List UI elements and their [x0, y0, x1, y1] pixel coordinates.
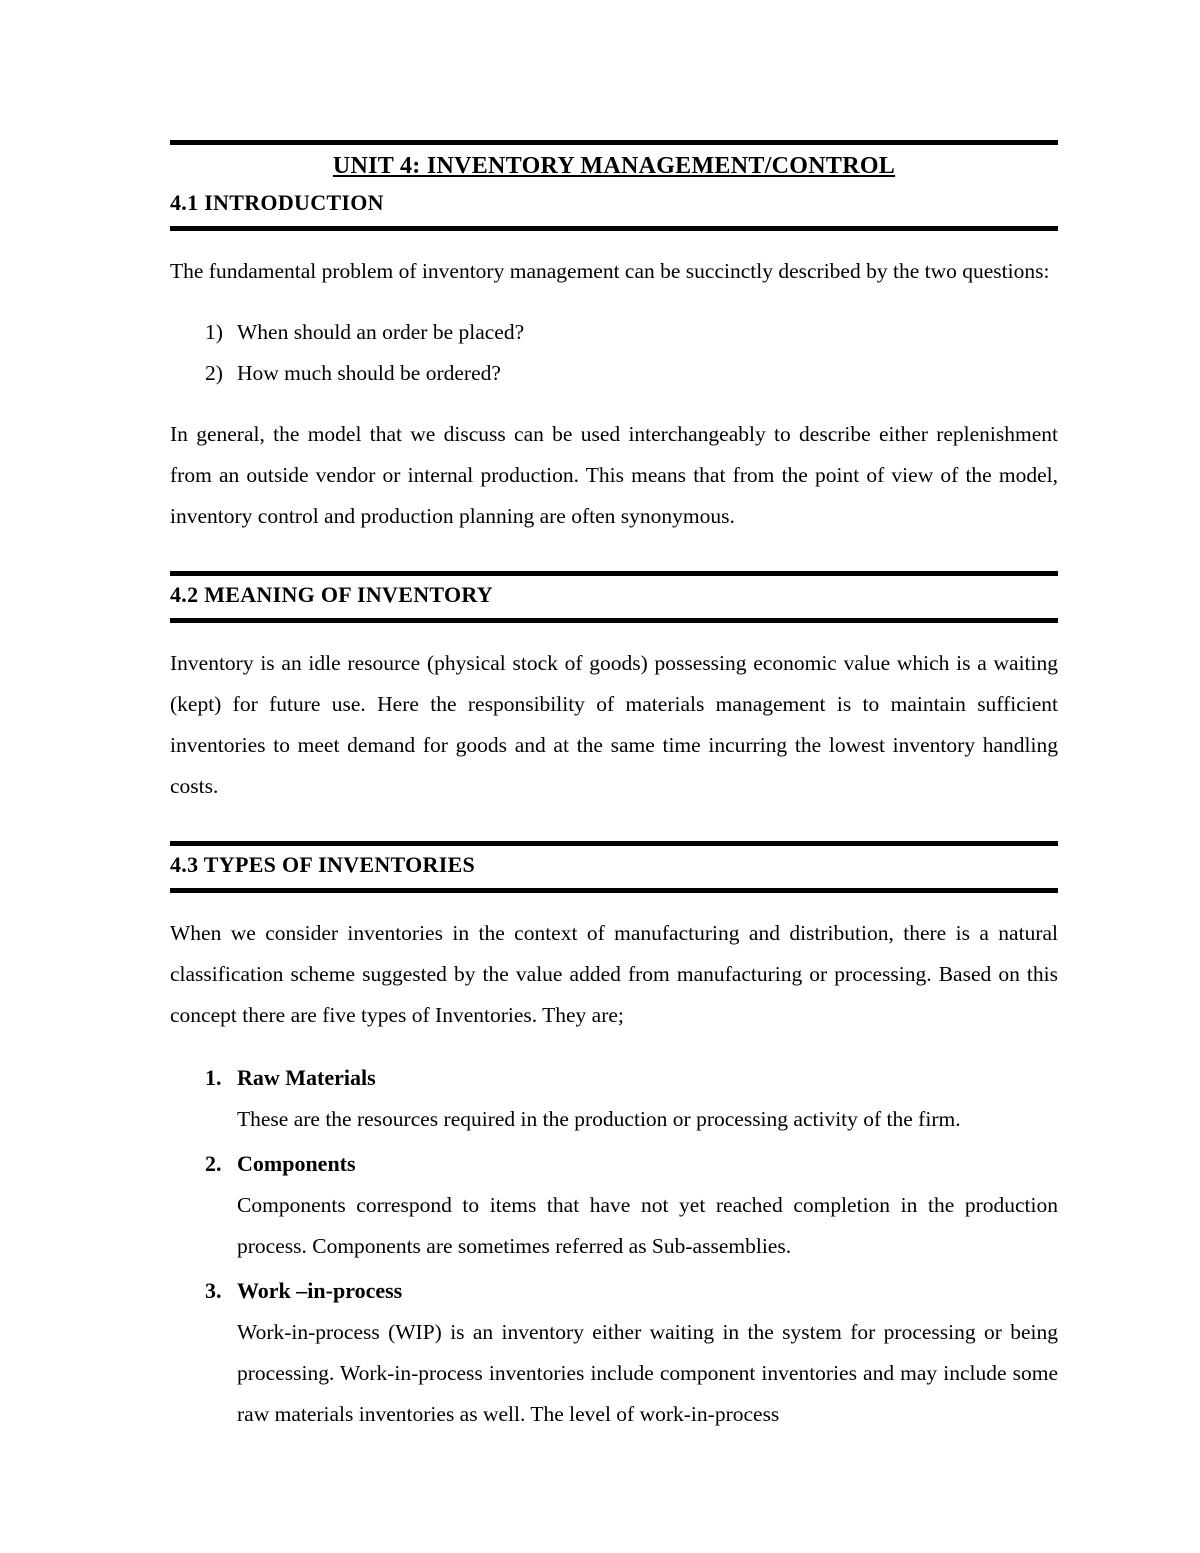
list-item	[205, 353, 1058, 394]
inventory-type-description: Components correspond to items that have not yet reached completion in the production process. Components are sometimes referred as Sub-assemblies.	[237, 1193, 1058, 1258]
inventory-type-description: These are the resources required in the production or processing activity of the firm.	[237, 1107, 961, 1131]
document-title: UNIT 4: INVENTORY MANAGEMENT/CONTROL	[332, 153, 896, 179]
spacer	[170, 557, 1058, 571]
section-41-heading-rule	[170, 226, 1058, 231]
section-42-heading: 4.2 MEANING OF INVENTORY	[170, 582, 493, 607]
list-item	[205, 312, 1058, 353]
list-item-content	[237, 1142, 1058, 1269]
list-item-number: 2)	[205, 361, 223, 385]
questions-list	[205, 312, 1058, 394]
section-42-heading-block	[170, 582, 1058, 618]
section-43-paragraph-1: When we consider inventories in the context of manufacturing and distribution, there is a natural classification scheme suggested by the value added from manufacturing or processing. Based on this concept there are five types of Inventories. They are;	[170, 921, 1058, 1027]
list-item	[205, 1269, 1058, 1437]
section-43-top-rule	[170, 841, 1058, 846]
section-41-heading: 4.1 INTRODUCTION	[170, 190, 384, 215]
section-43-heading: 4.3 TYPES OF INVENTORIES	[170, 852, 476, 877]
list-item-number: 3.	[205, 1278, 222, 1303]
section-43-heading-rule	[170, 888, 1058, 893]
inventory-type-title: Work –in-process	[237, 1278, 403, 1303]
inventory-type-description: Work-in-process (WIP) is an inventory either waiting in the system for processing or being processing. Work-in-process inventories include component inventories and may include some raw materials inventories as well. The level of work-in-process	[237, 1320, 1058, 1426]
list-item	[205, 1056, 1058, 1142]
section-42-heading-rule	[170, 618, 1058, 623]
list-item-number: 1)	[205, 320, 223, 344]
list-item-number: 1.	[205, 1065, 222, 1090]
list-item-number: 2.	[205, 1151, 222, 1176]
list-item-text: How much should be ordered?	[237, 361, 501, 385]
section-41-paragraph-1: The fundamental problem of inventory management can be succinctly described by the two questions:	[170, 259, 1050, 283]
inventory-types-list	[205, 1056, 1058, 1437]
section-43-heading-block	[170, 852, 1058, 888]
list-item-content	[237, 1269, 1058, 1437]
section-42-top-rule	[170, 571, 1058, 576]
list-item-content	[237, 1056, 1058, 1142]
section-42-paragraph-1: Inventory is an idle resource (physical stock of goods) possessing economic value which is a waiting (kept) for future use. Here the responsibility of materials management is to maintain sufficient inventories to meet demand for goods and at the same time incurring the lowest inventory handling costs.	[170, 651, 1058, 798]
section-41-heading-block	[170, 190, 1058, 226]
list-item	[205, 1142, 1058, 1269]
section-41-paragraph-2: In general, the model that we discuss can be used interchangeably to describe either replenishment from an outside vendor or internal production. This means that from the point of view of the model, inventory control and production planning are often synonymous.	[170, 422, 1058, 528]
top-rule	[170, 140, 1058, 145]
list-item-text: When should an order be placed?	[237, 320, 525, 344]
inventory-type-title: Components	[237, 1151, 356, 1176]
inventory-type-title: Raw Materials	[237, 1065, 376, 1090]
spacer	[170, 827, 1058, 841]
